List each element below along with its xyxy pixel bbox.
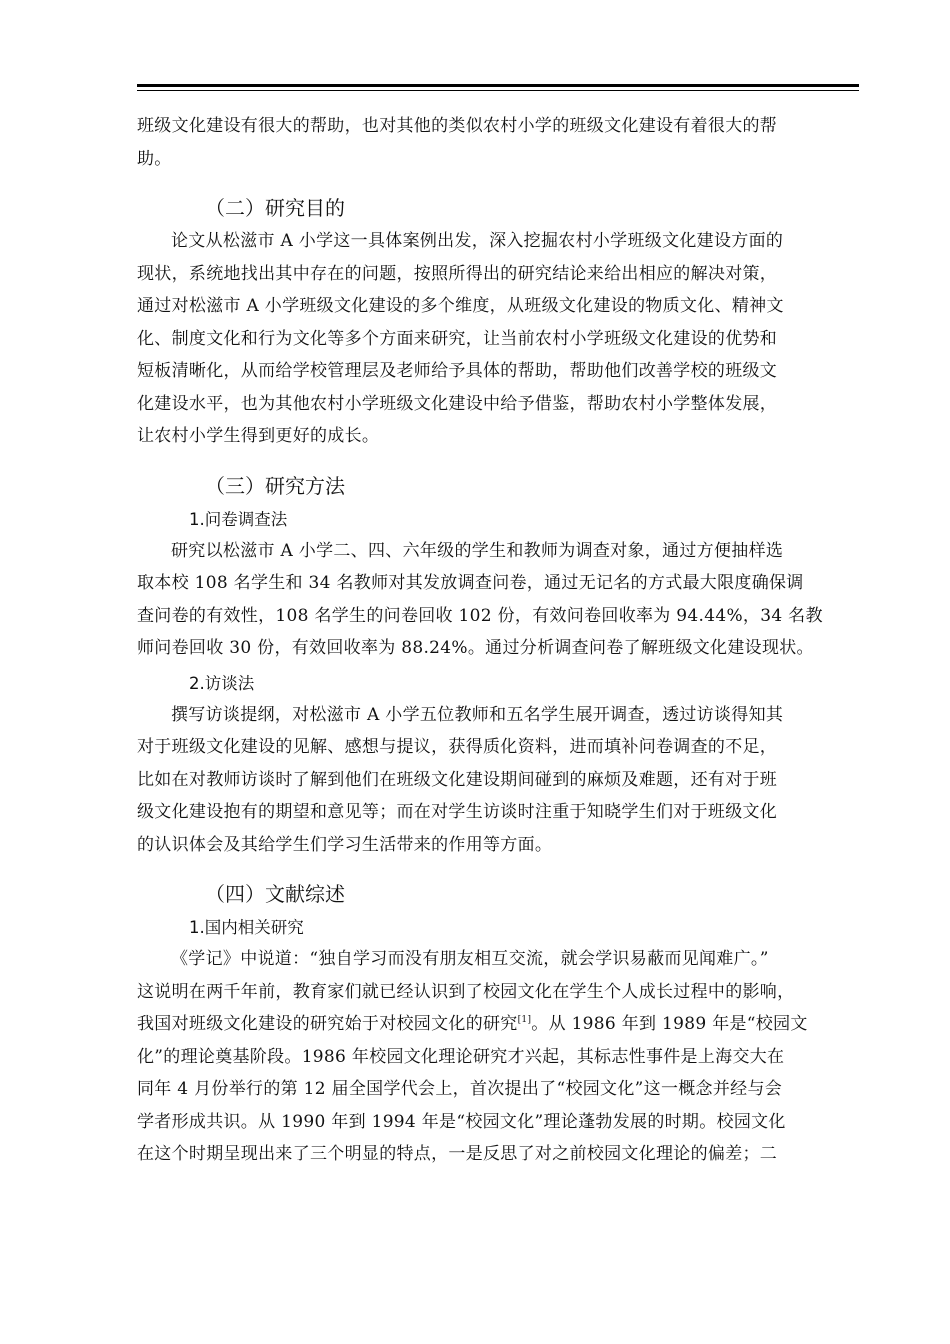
header-rule-thick	[137, 84, 859, 87]
research-purpose-paragraph: 论文从松滋市 A 小学这一具体案例出发，深入挖掘农村小学班级文化建设方面的 现状，系统地找出其中存在的问题，按照所得出的研究结论来给出相应的解决对策， 通过对松滋市 A 小学班级文化建设的多个维度，从班级文化建设的物质文化、精神文 化、制度文化和行为文化等多个方面来研究，让当前农村小学班级文化建设的优势和 短板清晰化，从而给学校管理层及老师给予具体的帮助，帮助他们改善学校的班级文 化建设水平，也为其他农村小学班级文化建设中给予借鉴，帮助农村小学整体发展， 让农村小学生得到更好的成长。	[137, 231, 784, 446]
citation-reference: [1]	[517, 1015, 532, 1025]
section-heading-literature-review: （四）文献综述	[205, 882, 345, 906]
subsection-heading-questionnaire: 1.问卷调查法	[189, 509, 288, 529]
intro-paragraph: 班级文化建设有很大的帮助，也对其他的类似农村小学的班级文化建设有着很大的帮 助。	[137, 116, 778, 169]
document-body	[137, 110, 861, 1171]
subsection-heading-domestic-research: 1.国内相关研究	[189, 918, 304, 937]
header-rule-thin	[137, 90, 859, 91]
section-heading-research-methods: （三）研究方法	[205, 473, 345, 498]
subsection-heading-interview: 2.访谈法	[189, 673, 255, 693]
questionnaire-paragraph: 研究以松滋市 A 小学二、四、六年级的学生和教师为调查对象，通过方便抽样选 取本校 108 名学生和 34 名教师对其发放调查问卷，通过无记名的方式最大限度确保调 查问卷的有效性，108 名学生的问卷回收 102 份，有效问卷回收率为 94.44%，34 名教 师问卷回收 30 份，有效回收率为 88.24%。通过分析调查问卷了解班级文化建设现状。	[137, 540, 823, 658]
domestic-research-paragraph: 《学记》中说道：“独自学习而没有朋友相互交流，就会学识易蔽而见闻难广。” 这说明在两千年前，教育家们就已经认识到了校园文化在学生个人成长过程中的影响， 我国对班级文化建设的研究始于对校园文化的研究[1]。从 1986 年到 1989 年是“校园文 化”的理论奠基阶段。1986 年校园文化理论研究才兴起，其标志性事件是上海交大在 同年 4 月份举行的第 12 届全国学代会上，首次提出了“校园文化”这一概念并经与会 学者形成共识。从 1990 年到 1994 年是“校园文化”理论蓬勃发展的时期。校园文化 在这个时期呈现出来了三个明显的特点，一是反思了对之前校园文化理论的偏差；二	[137, 949, 808, 1164]
interview-paragraph: 撰写访谈提纲，对松滋市 A 小学五位教师和五名学生展开调查，透过访谈得知其 对于班级文化建设的见解、感想与提议，获得质化资料，进而填补问卷调查的不足， 比如在对教师访谈时了解到他们在班级文化建设期间碰到的麻烦及难题，还有对于班 级文化建设抱有的期望和意见等；而在对学生访谈时注重于知晓学生们对于班级文化 的认识体会及其给学生们学习生活带来的作用等方面。	[137, 704, 784, 855]
section-heading-research-purpose: （二）研究目的	[205, 196, 345, 220]
